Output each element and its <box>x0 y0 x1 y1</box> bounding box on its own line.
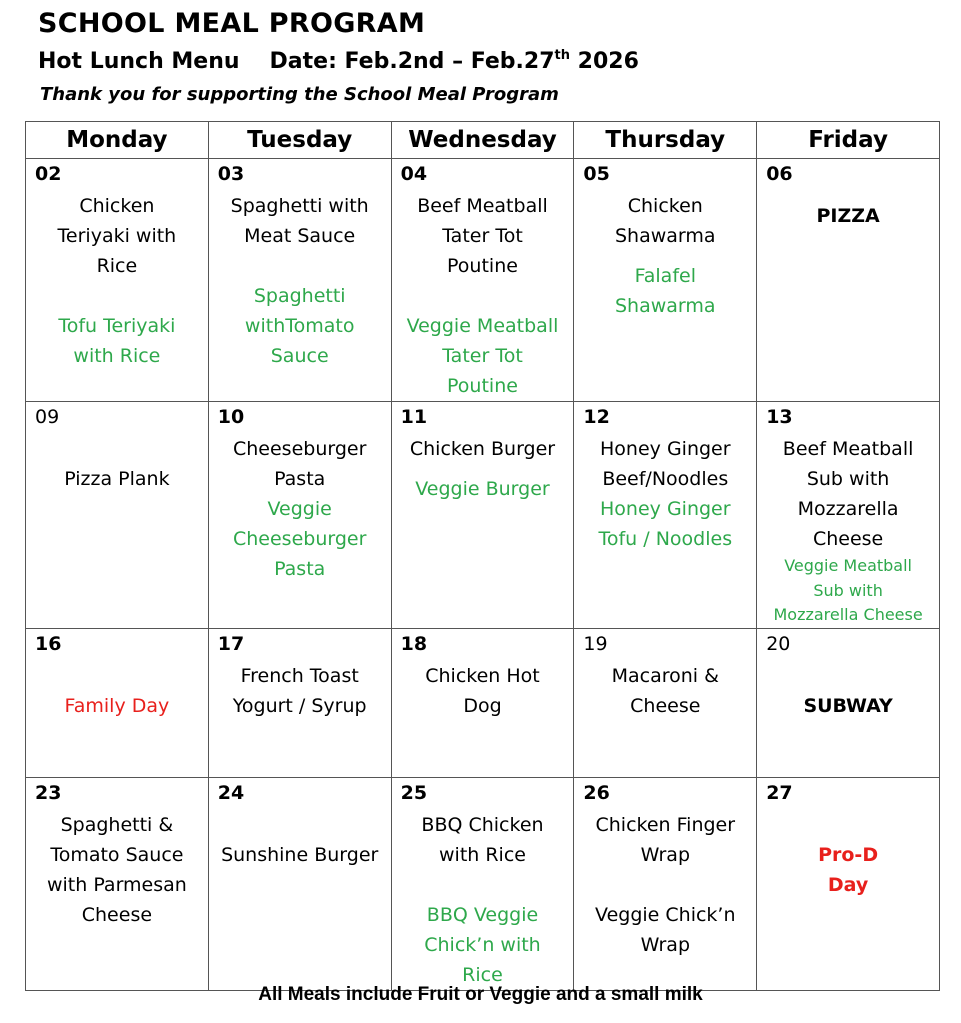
meal-item: BBQ Chicken with Rice <box>421 813 544 866</box>
day-cell <box>574 159 757 402</box>
meal-list <box>574 806 756 960</box>
day-number: 11 <box>400 406 428 428</box>
meal-list <box>209 187 391 371</box>
meal-item: Veggie Chick’n Wrap <box>595 903 736 956</box>
meal-list <box>209 657 391 721</box>
vegetarian-option: Tofu Teriyaki with Rice <box>58 315 176 367</box>
vegetarian-option: Veggie Burger <box>415 478 550 500</box>
week-row <box>26 402 940 629</box>
meal-item: Sunshine Burger <box>221 843 379 866</box>
day-number: 06 <box>766 163 793 185</box>
day-cell <box>757 402 940 629</box>
meal-item: Chicken Burger <box>409 438 556 460</box>
meal-list <box>757 657 939 721</box>
day-number: 12 <box>583 406 610 428</box>
vegetarian-option: Veggie Meatball Sub with Mozzarella Cheese <box>773 556 923 624</box>
menu-subtitle <box>38 48 639 74</box>
day-cell <box>26 402 209 629</box>
meal-list <box>574 657 756 721</box>
meal-list <box>574 187 756 321</box>
meal-item: Chicken Finger Wrap <box>595 813 736 866</box>
page-title: SCHOOL MEAL PROGRAM <box>38 8 426 39</box>
day-cell <box>208 777 391 990</box>
day-number: 17 <box>217 632 245 655</box>
weekday-header: Wednesday <box>391 122 574 159</box>
vegetarian-option: Falafel Shawarma <box>615 265 716 317</box>
spacer <box>759 191 937 201</box>
event-label: Family Day <box>64 694 170 717</box>
week-row <box>26 159 940 402</box>
day-number: 20 <box>766 632 791 655</box>
day-number: 19 <box>583 632 608 655</box>
meal-item: Cheeseburger Pasta <box>232 438 367 490</box>
day-number: 23 <box>35 781 62 804</box>
spacer <box>576 251 754 261</box>
meal-item: Spaghetti with Meat Sauce <box>230 195 369 247</box>
meal-item: Beef Meatball Tater Tot Poutine <box>417 195 548 277</box>
day-number: 26 <box>583 781 610 804</box>
meal-list <box>26 806 208 930</box>
meal-list <box>26 657 208 721</box>
spacer <box>394 464 572 474</box>
spacer <box>28 434 206 464</box>
meal-item: Pizza Plank <box>64 468 170 490</box>
footer-note: All Meals include Fruit or Veggie and a small milk <box>258 984 703 1005</box>
day-number: 05 <box>583 163 610 185</box>
meal-item: Honey Ginger Beef/Noodles <box>600 438 731 490</box>
day-cell <box>757 777 940 990</box>
menu-label: Hot Lunch Menu <box>38 49 240 74</box>
meal-list <box>209 806 391 870</box>
weekday-header: Thursday <box>574 122 757 159</box>
day-cell <box>574 402 757 629</box>
day-number: 24 <box>217 781 245 804</box>
date-range: Date: Feb.2nd – Feb.27 <box>269 49 555 74</box>
meal-item: Chicken Shawarma <box>615 195 716 247</box>
spacer <box>759 810 937 840</box>
meal-item: PIZZA <box>816 205 880 227</box>
spacer <box>576 870 754 900</box>
day-number: 16 <box>35 632 62 655</box>
date-suffix: th <box>554 48 571 63</box>
spacer <box>28 281 206 311</box>
day-cell <box>208 628 391 777</box>
day-number: 25 <box>400 781 428 804</box>
weekday-header: Monday <box>26 122 209 159</box>
meal-list <box>392 187 574 401</box>
week-row <box>26 777 940 990</box>
day-number: 10 <box>217 406 245 428</box>
day-cell <box>391 402 574 629</box>
date-year: 2026 <box>570 49 639 74</box>
vegetarian-option: Veggie Meatball Tater Tot Poutine <box>406 315 559 397</box>
vegetarian-option: Honey Ginger Tofu / Noodles <box>598 498 733 550</box>
spacer <box>211 251 389 281</box>
day-number: 18 <box>400 632 428 655</box>
day-cell <box>757 159 940 402</box>
vegetarian-option: BBQ Veggie Chick’n with Rice <box>424 903 541 986</box>
meal-list <box>757 187 939 231</box>
meal-list <box>392 657 574 721</box>
day-cell <box>26 777 209 990</box>
meal-item: French Toast Yogurt / Syrup <box>232 664 367 717</box>
day-number: 03 <box>217 163 245 185</box>
thanks-note: Thank you for supporting the School Meal Program <box>40 84 559 105</box>
day-cell <box>574 628 757 777</box>
meal-list <box>757 430 939 628</box>
day-cell <box>757 628 940 777</box>
event-label: Pro-D Day <box>818 843 879 896</box>
day-cell <box>574 777 757 990</box>
menu-calendar <box>25 121 940 991</box>
day-cell <box>26 628 209 777</box>
weekday-header-row <box>26 122 940 159</box>
day-number: 09 <box>35 406 60 428</box>
day-cell <box>26 159 209 402</box>
meal-list <box>26 430 208 494</box>
weekday-header: Tuesday <box>208 122 391 159</box>
vegetarian-option: Veggie Cheeseburger Pasta <box>232 498 367 580</box>
meal-list <box>757 806 939 900</box>
day-number: 04 <box>400 163 428 185</box>
day-number: 13 <box>766 406 793 428</box>
meal-item: Chicken Hot Dog <box>425 664 540 717</box>
spacer <box>211 810 389 840</box>
vegetarian-option: Spaghetti withTomato Sauce <box>244 285 355 367</box>
meal-list <box>209 430 391 584</box>
meal-list <box>392 430 574 504</box>
meal-item: Macaroni & Cheese <box>611 664 719 717</box>
spacer <box>394 870 572 900</box>
spacer <box>28 661 206 691</box>
meal-list <box>574 430 756 554</box>
day-cell <box>391 628 574 777</box>
weekday-header: Friday <box>757 122 940 159</box>
meal-list <box>26 187 208 371</box>
day-cell <box>208 402 391 629</box>
spacer <box>394 281 572 311</box>
day-cell <box>208 159 391 402</box>
week-row <box>26 628 940 777</box>
day-cell <box>391 159 574 402</box>
meal-item: Chicken Teriyaki with Rice <box>57 195 177 277</box>
spacer <box>759 661 937 691</box>
day-number: 27 <box>766 781 793 804</box>
meal-item: Spaghetti & Tomato Sauce with Parmesan Cheese <box>46 813 187 926</box>
day-number: 02 <box>35 163 62 185</box>
day-cell <box>391 777 574 990</box>
meal-item: SUBWAY <box>803 694 893 717</box>
meal-list <box>392 806 574 990</box>
meal-item: Beef Meatball Sub with Mozzarella Cheese <box>782 438 914 550</box>
